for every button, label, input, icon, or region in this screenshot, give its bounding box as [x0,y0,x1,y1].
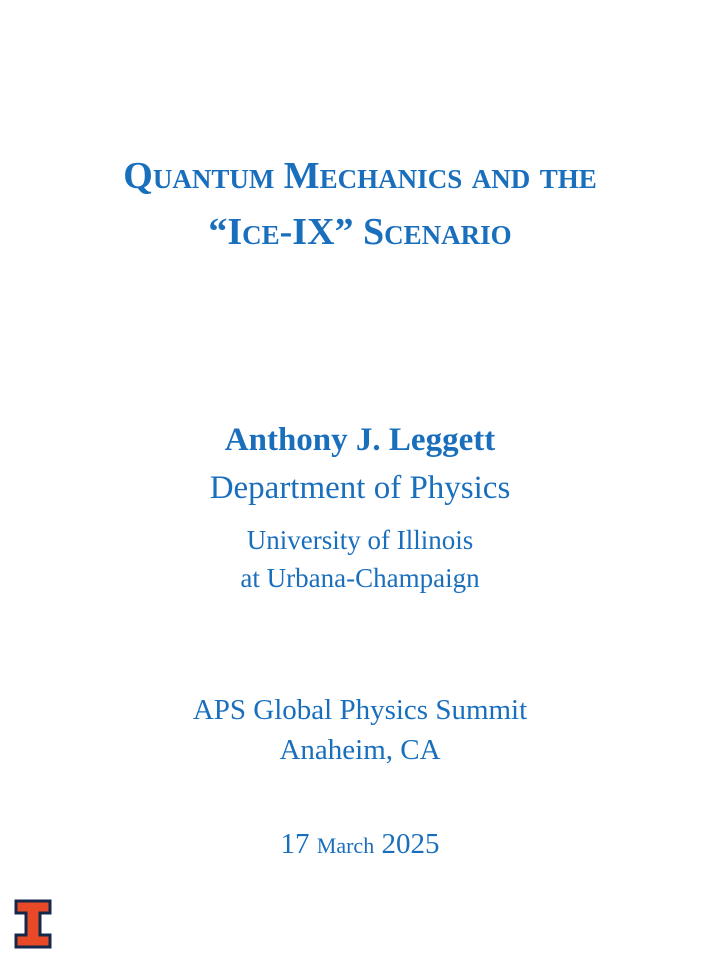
conference-name: APS Global Physics Summit [192,694,528,726]
author-name: Anthony J. Leggett [224,422,496,458]
university-line-2: at Urbana-Champaign [240,563,480,593]
title-line-1: Quantum Mechanics and the [123,155,597,197]
conference-location: Anaheim, CA [279,734,441,766]
title-line-2: “Ice-IX” Scenario [208,211,512,253]
presentation-date [0,824,720,866]
date-month: March [316,833,375,858]
university-line-1: University of Illinois [246,525,474,555]
department: Department of Physics [209,470,511,506]
university [0,521,720,597]
block-i-logo-icon [14,899,52,949]
date-day: 17 [280,828,310,860]
date-year: 2025 [381,828,440,860]
author-block [0,415,720,597]
conference-block [0,690,720,770]
slide-title [0,148,720,260]
